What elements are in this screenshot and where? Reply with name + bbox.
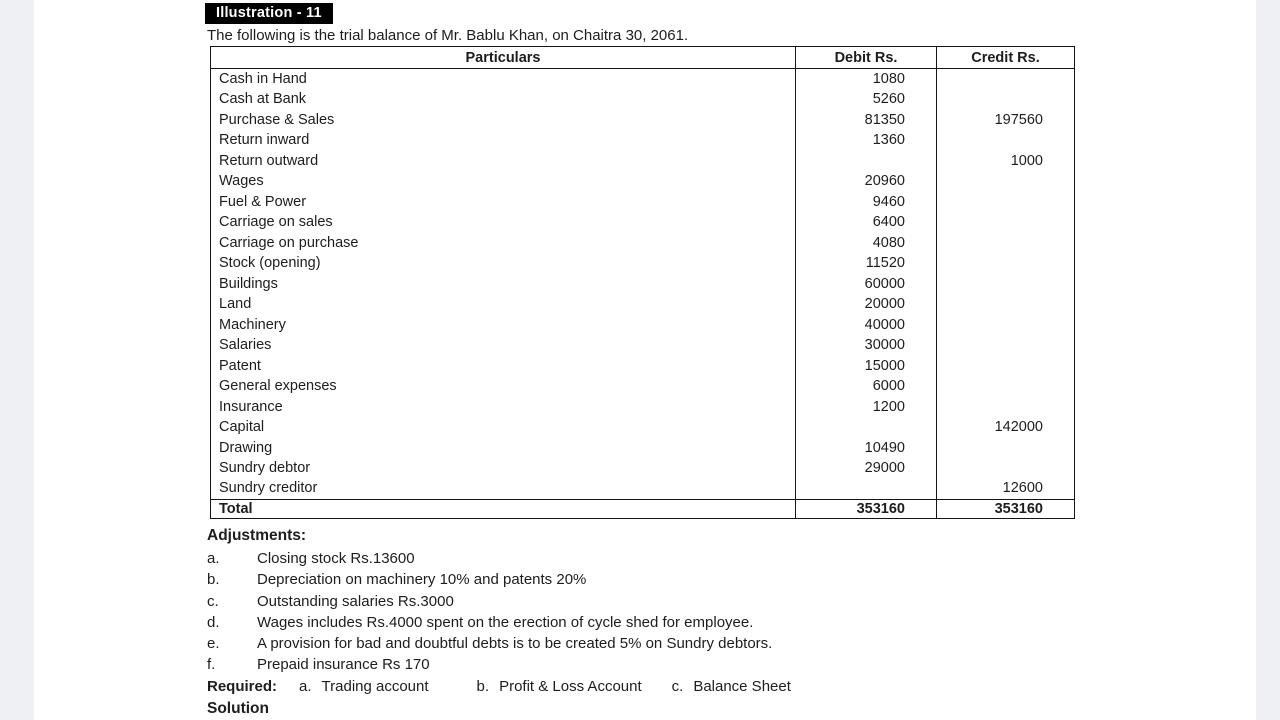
credit-cell: 197560 <box>994 111 1043 128</box>
particulars-cell: Carriage on purchase <box>219 234 359 251</box>
particulars-cell: Machinery <box>219 316 286 333</box>
trial-balance-body <box>211 69 1075 500</box>
credit-cell <box>937 274 1075 295</box>
adjustment-letter: b. <box>207 571 220 589</box>
particulars-cell: Land <box>219 296 252 312</box>
intro-text: The following is the trial balance of Mr. Bablu Khan, on Chaitra 30, 2061. <box>207 27 689 44</box>
particulars-cell: Sundry debtor <box>219 460 311 476</box>
credit-cell <box>937 69 1075 90</box>
credit-cell <box>937 233 1075 254</box>
table-row <box>211 89 1075 110</box>
adjustment-letter: e. <box>207 635 220 653</box>
table-row <box>211 315 1075 336</box>
required-item-letter: a. <box>299 677 312 695</box>
debit-cell: 11520 <box>796 253 937 274</box>
particulars-cell: Fuel & Power <box>219 193 307 210</box>
required-item <box>477 678 642 695</box>
particulars-cell: Purchase & Sales <box>219 111 335 128</box>
notes-section <box>207 524 1127 720</box>
required-item <box>299 678 429 695</box>
adjustments-heading: Adjustments: <box>207 527 307 544</box>
debit-cell: 1360 <box>796 130 937 151</box>
credit-cell <box>937 253 1075 274</box>
credit-cell <box>937 212 1075 233</box>
table-row <box>211 110 1075 131</box>
table-row <box>211 438 1075 459</box>
adjustment-item <box>207 569 1127 590</box>
credit-header: Credit Rs. <box>937 47 1075 69</box>
particulars-cell: Return inward <box>219 132 310 148</box>
debit-cell: 1080 <box>796 69 937 90</box>
debit-cell: 40000 <box>796 315 937 336</box>
adjustment-letter: c. <box>207 592 219 610</box>
debit-cell: 4080 <box>796 233 937 254</box>
adjustment-text: Outstanding salaries Rs.3000 <box>257 592 454 610</box>
illustration-badge: Illustration - 11 <box>205 3 333 24</box>
credit-cell <box>937 335 1075 356</box>
adjustments-list <box>207 548 1127 676</box>
debit-cell: 1200 <box>796 397 937 418</box>
credit-cell <box>937 376 1075 397</box>
required-item-text: Trading account <box>321 677 429 695</box>
adjustment-item <box>207 654 1127 675</box>
credit-cell <box>937 458 1075 479</box>
credit-cell <box>937 438 1075 459</box>
particulars-cell: Stock (opening) <box>219 255 321 271</box>
credit-cell <box>937 294 1075 315</box>
table-row <box>211 458 1075 479</box>
table-row <box>211 151 1075 172</box>
adjustment-item <box>207 591 1127 612</box>
credit-cell <box>937 171 1075 192</box>
debit-cell: 9460 <box>796 192 937 213</box>
required-item-text: Balance Sheet <box>693 677 791 695</box>
total-credit-cell: 353160 <box>937 499 1075 519</box>
debit-cell: 6400 <box>796 212 937 233</box>
table-row <box>211 233 1075 254</box>
adjustment-text: Depreciation on machinery 10% and patents 20% <box>257 571 587 589</box>
credit-cell: 142000 <box>994 419 1043 435</box>
table-row <box>211 417 1075 438</box>
required-line <box>207 676 1127 699</box>
solution-label: Solution <box>207 700 269 718</box>
trial-balance-table <box>210 46 1075 519</box>
table-row <box>211 294 1075 315</box>
debit-cell <box>796 417 937 438</box>
debit-cell: 81350 <box>796 110 937 131</box>
adjustment-text: Prepaid insurance Rs 170 <box>257 656 430 674</box>
debit-cell: 15000 <box>796 356 937 377</box>
total-label-cell: Total <box>211 499 796 519</box>
particulars-cell: Cash at Bank <box>219 91 307 107</box>
debit-cell <box>796 151 937 172</box>
adjustment-item <box>207 612 1127 633</box>
table-row <box>211 376 1075 397</box>
debit-header: Debit Rs. <box>796 47 937 69</box>
table-row <box>211 192 1075 213</box>
required-item-text: Profit & Loss Account <box>499 677 642 695</box>
adjustment-item <box>207 548 1127 569</box>
particulars-cell: Cash in Hand <box>219 70 307 87</box>
total-row <box>211 499 1075 519</box>
credit-cell: 12600 <box>1002 480 1043 497</box>
table-header-row <box>211 47 1075 69</box>
adjustment-text: Wages includes Rs.4000 spent on the erection of cycle shed for employee. <box>257 613 754 631</box>
credit-cell <box>937 192 1075 213</box>
credit-cell <box>937 315 1075 336</box>
particulars-cell: Insurance <box>219 398 283 415</box>
particulars-cell: Wages <box>219 173 264 189</box>
particulars-cell: Capital <box>219 419 265 435</box>
particulars-cell: Sundry creditor <box>219 480 318 497</box>
table-row <box>211 479 1075 500</box>
total-debit-cell: 353160 <box>796 499 937 519</box>
credit-cell <box>937 397 1075 418</box>
required-label: Required: <box>207 677 278 695</box>
particulars-cell: Salaries <box>219 337 272 353</box>
debit-cell: 20000 <box>796 294 937 315</box>
debit-cell: 10490 <box>796 438 937 459</box>
credit-cell <box>937 356 1075 377</box>
debit-cell: 20960 <box>796 171 937 192</box>
debit-cell: 30000 <box>796 335 937 356</box>
required-item-letter: b. <box>476 677 490 695</box>
adjustment-text: A provision for bad and doubtful debts is to be created 5% on Sundry debtors. <box>257 635 773 653</box>
debit-cell: 5260 <box>796 89 937 110</box>
debit-cell <box>796 479 937 500</box>
table-row <box>211 356 1075 377</box>
table-row <box>211 274 1075 295</box>
adjustment-item <box>207 633 1127 654</box>
particulars-cell: Patent <box>219 357 261 374</box>
debit-cell: 29000 <box>796 458 937 479</box>
particulars-cell: Drawing <box>219 439 273 456</box>
credit-cell: 1000 <box>1010 152 1043 169</box>
required-item-letter: c. <box>671 677 684 695</box>
credit-cell <box>937 89 1075 110</box>
debit-cell: 6000 <box>796 376 937 397</box>
table-row <box>211 130 1075 151</box>
table-row <box>211 253 1075 274</box>
particulars-header: Particulars <box>211 47 796 69</box>
adjustment-text: Closing stock Rs.13600 <box>257 550 415 567</box>
particulars-cell: Return outward <box>219 152 319 169</box>
adjustment-letter: d. <box>207 613 220 631</box>
table-row <box>211 335 1075 356</box>
required-item <box>672 678 791 695</box>
table-row <box>211 212 1075 233</box>
debit-cell: 60000 <box>796 274 937 295</box>
table-row <box>211 69 1075 90</box>
particulars-cell: Carriage on sales <box>219 214 333 230</box>
adjustment-letter: f. <box>207 656 216 674</box>
credit-cell <box>937 130 1075 151</box>
particulars-cell: Buildings <box>219 275 278 292</box>
adjustment-letter: a. <box>207 550 220 567</box>
particulars-cell: General expenses <box>219 378 337 394</box>
table-row <box>211 397 1075 418</box>
table-row <box>211 171 1075 192</box>
